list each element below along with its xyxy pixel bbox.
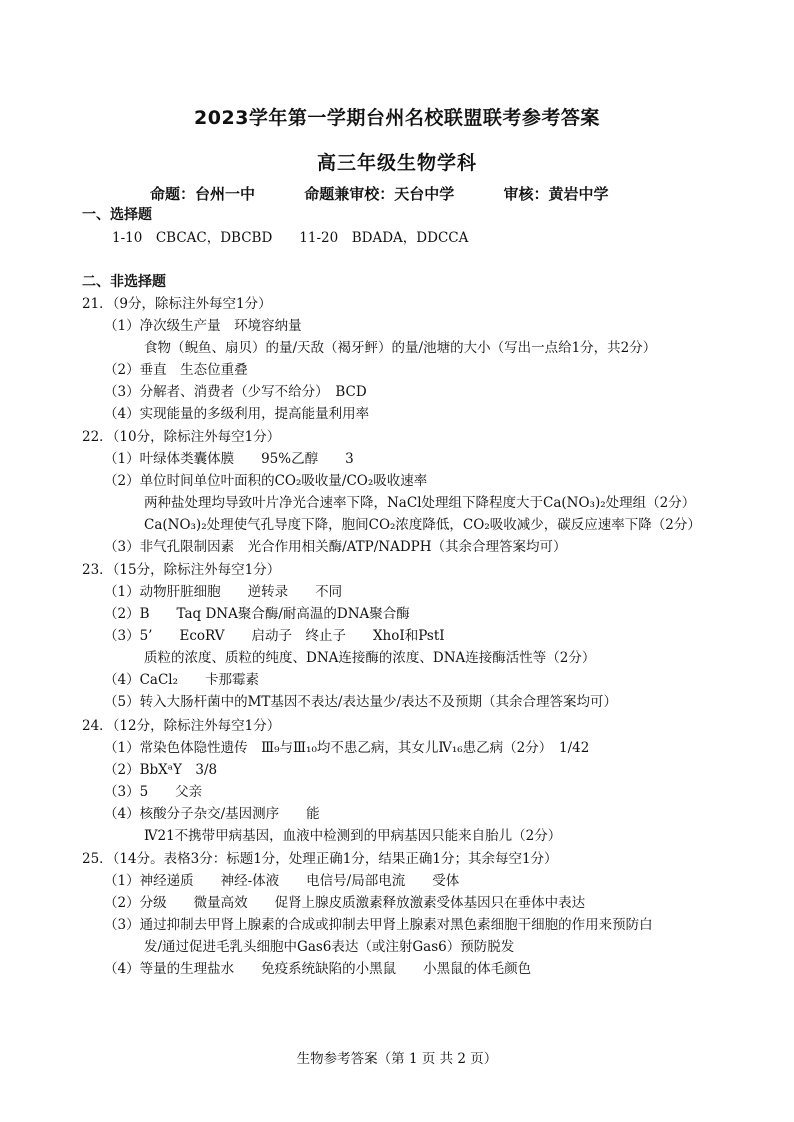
q23-line2: （2）B Taq DNA聚合酶/耐高温的DNA聚合酶 [104, 606, 410, 622]
q23-line1: （1）动物肝脏细胞 逆转录 不同 [104, 584, 343, 600]
q23-head: 23．（15分，除标注外每空1分） [82, 562, 281, 578]
q22-line3: 两种盐处理均导致叶片净光合速率下降，NaCl处理组下降程度大于Ca(NO₃)₂处理组（2分） [144, 495, 696, 511]
q24-line4: （4）核酸分子杂交/基因测序 能 [104, 806, 320, 822]
q25-line4: 发/通过促进毛乳头细胞中Gas6表达（或注射Gas6）预防脱发 [144, 939, 515, 955]
credits-line [150, 183, 609, 204]
q21-line3: （2）垂直 生态位重叠 [104, 362, 248, 378]
q22-line2: （2）单位时间单位叶面积的CO₂吸收量/CO₂吸收速率 [104, 473, 428, 489]
page-footer: 生物参考答案（第 1 页 共 2 页） [296, 1051, 498, 1067]
q25-line5: （4）等量的生理盐水 免疫系统缺陷的小黑鼠 小黑鼠的体毛颜色 [104, 961, 532, 977]
section2-heading: 二、非选择题 [82, 274, 166, 290]
page-subtitle: 高三年级生物学科 [316, 152, 477, 174]
q21-line5: （4）实现能量的多级利用，提高能量利用率 [104, 406, 370, 422]
credit-co-review: 命题兼审校：天台中学 [304, 185, 455, 203]
section1-answers: 1-10 CBCAC，DBCBD 11-20 BDADA，DDCCA [112, 230, 469, 246]
q21-head: 21．（9分，除标注外每空1分） [82, 296, 272, 312]
q21-line1: （1）净次级生产量 环境容纳量 [104, 318, 302, 334]
q25-head: 25．（14分。表格3分：标题1分，处理正确1分，结果正确1分；其余每空1分） [82, 851, 558, 867]
credit-author: 命题：台州一中 [150, 185, 256, 203]
q24-line2: （2）BbXᵃY 3/8 [104, 762, 218, 778]
q23-line6: （5）转入大肠杆菌中的MT基因不表达/表达量少/表达不及预期（其余合理答案均可） [104, 694, 618, 710]
q22-line5: （3）非气孔限制因素 光合作用相关酶/ATP/NADPH（其余合理答案均可） [104, 539, 567, 555]
q24-line5: Ⅳ21不携带甲病基因，血液中检测到的甲病基因只能来自胎儿（2分） [144, 828, 562, 844]
q25-line1: （1）神经递质 神经-体液 电信号/局部电流 受体 [104, 873, 460, 889]
credit-review: 审核：黄岩中学 [503, 185, 609, 203]
q24-line3: （3）5 父亲 [104, 784, 203, 800]
q23-line4: 质粒的浓度、质粒的纯度、DNA连接酶的浓度、DNA连接酶活性等（2分） [144, 650, 596, 666]
section1-heading: 一、选择题 [82, 207, 152, 223]
q22-line4: Ca(NO₃)₂处理使气孔导度下降，胞间CO₂浓度降低，CO₂吸收减少，碳反应速率下降（2分） [144, 517, 701, 533]
q25-line2: （2）分级 微量高效 促肾上腺皮质激素释放激素受体基因只在垂体中表达 [104, 895, 586, 911]
q21-line2: 食物（鲵鱼、扇贝）的量/天敌（褐牙鲆）的量/池塘的大小（写出一点给1分，共2分） [144, 340, 657, 356]
q25-line3: （3）通过抑制去甲肾上腺素的合成或抑制去甲肾上腺素对黑色素细胞干细胞的作用来预防白 [104, 917, 653, 933]
q22-head: 22．（10分，除标注外每空1分） [82, 429, 281, 445]
q23-line3: （3）5’ EcoRV 启动子 终止子 XhoI和PstI [104, 628, 445, 644]
q24-line1: （1）常染色体隐性遗传 Ⅲ₉与Ⅲ₁₀均不患乙病，其女儿Ⅳ₁₆患乙病（2分） 1/42 [104, 740, 590, 756]
q24-head: 24．（12分，除标注外每空1分） [82, 718, 281, 734]
q22-line1: （1）叶绿体类囊体膜 95%乙醇 3 [104, 451, 354, 467]
page-title: 2023学年第一学期台州名校联盟联考参考答案 [194, 107, 600, 129]
q21-line4: （3）分解者、消费者（少写不给分） BCD [104, 384, 367, 400]
q23-line5: （4）CaCl₂ 卡那霉素 [104, 672, 260, 688]
